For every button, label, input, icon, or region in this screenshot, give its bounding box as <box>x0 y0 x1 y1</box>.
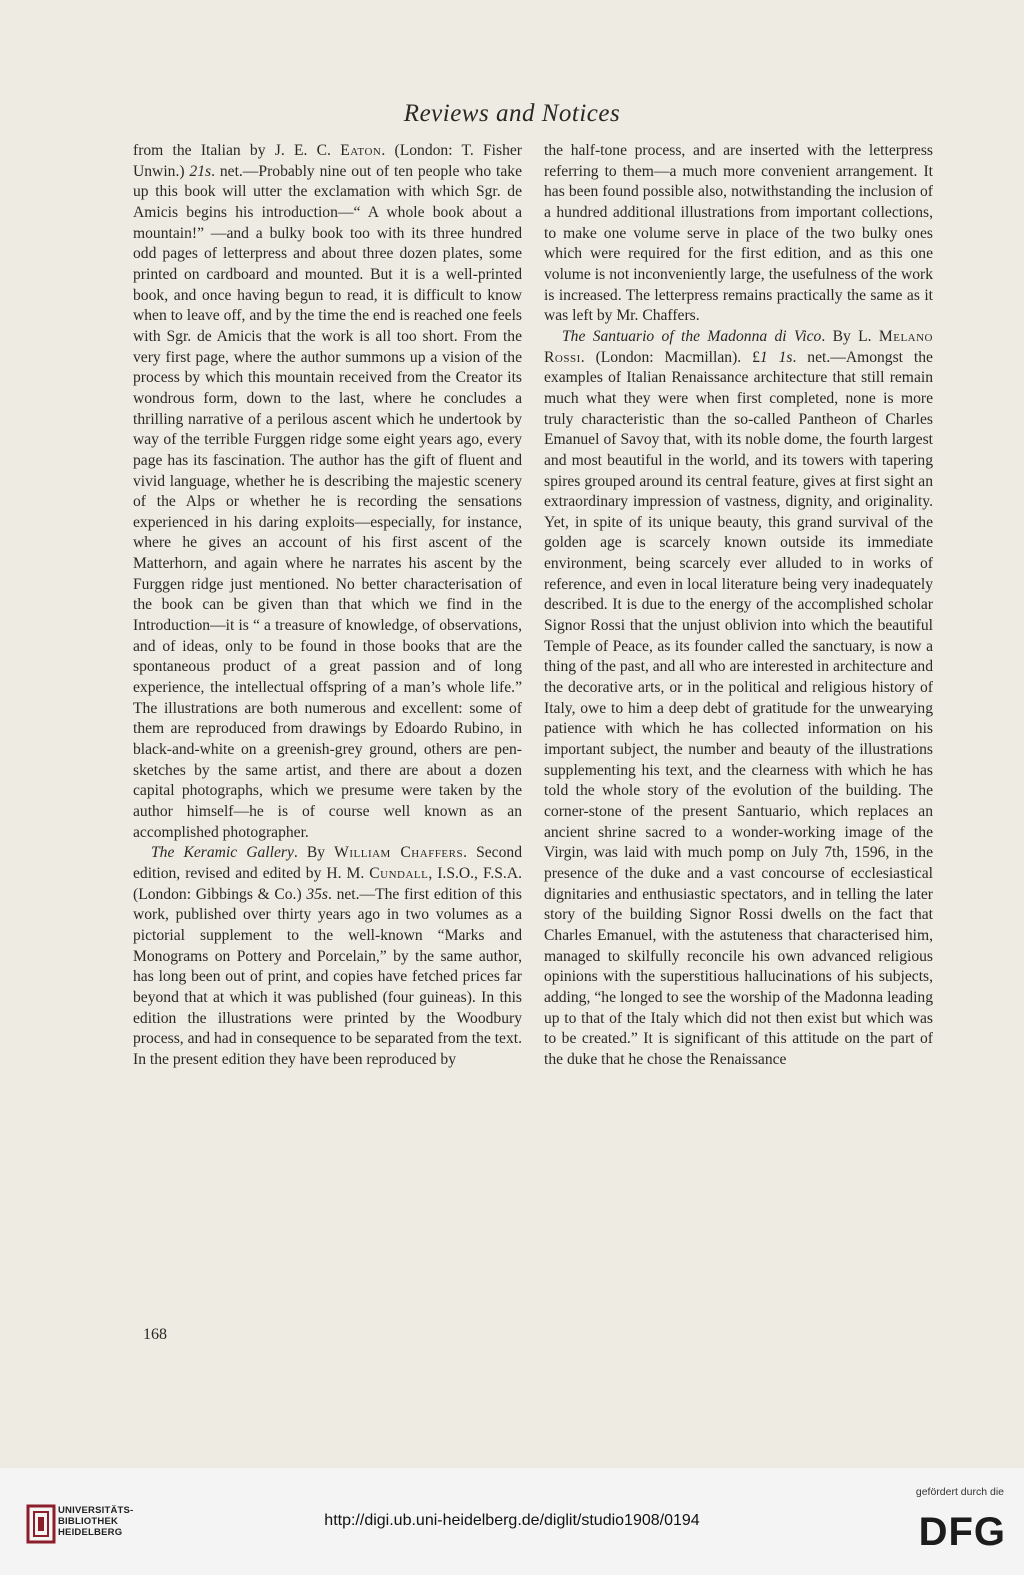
digitization-footer <box>0 1468 1024 1575</box>
dfg-logo: DFG <box>918 1510 1006 1554</box>
page-number: 168 <box>143 1326 167 1343</box>
author-name: Eaton <box>340 142 382 159</box>
author-name: Melano Rossi <box>544 327 933 366</box>
book-title: The Keramic Gallery <box>151 844 294 862</box>
running-header: Reviews and Notices <box>403 100 621 127</box>
review-keramic-continued-paragraph: the half-tone process, and are inserted with the letterpress referring to them—a much more convenient arrangement. It has been found possible also, notwithstanding the inclusion of a hundred additional illustrations from important collections, to make one volume serve in place of the two bulky ones which were required for the first edition, and as this one volume is not inconveniently large, the usefulness of the work is increased. The letterpress remains practically the same as it was left by Mr. Chaffers. <box>544 142 933 325</box>
author-name: William Chaffers <box>334 844 464 862</box>
review-eaton-paragraph: from the Italian by J. E. C. Eaton. (London: T. Fisher Unwin.) 21s. net.—Probably nine out of ten people who take up this book will utter the exclamation with which Sgr. de Amicis begins his introduction—“ A whole book about a mountain!” —and a bulky book too with its three hundred odd pages of letterpress and about three dozen plates, some printed on cardboard and mounted. But it is a well-printed book, and once having begun to read, it is difficult to know when to leave off, and by the time the end is reached one feels with Sgr. de Amicis that the work is all too short. From the very first page, where the author summons up a vision of the process by which this mountain received from the Creator its wondrous form, down to the last, where he concludes a thrilling narrative of a perilous ascent which he undertook by way of the terrible Furggen ridge some eight years ago, every page has its fascination. The author has the gift of fluent and vivid language, whether he is describing the majestic scenery of the Alps or whether he is recording the sensations experienced in his daring exploits—especially, for instance, where he gives an account of his first ascent of the Matterhorn, and again where he narrates his ascent by the Furggen ridge just mentioned. No better characterisation of the book can be given than that which we find in the Introduction—it is “ a treasure of knowledge, of observations, and of ideas, only to be found in those books that are the spontaneous product of a great passion and of long experience, the intellectual offspring of a man’s whole life.” The illustrations are both numerous and excellent: some of them are reproduced from drawings by Edoardo Rubino, in black-and-white on a greenish-grey ground, others are pen-sketches by the same artist, and there are about a dozen capital photographs, which we presume were taken by the author himself—he is of course well known as an accomplished photographer. <box>133 142 522 841</box>
source-url-link[interactable]: http://digi.ub.uni-heidelberg.de/diglit/studio1908/0194 <box>324 1512 700 1529</box>
funding-note: gefördert durch die <box>915 1486 1004 1498</box>
editor-name: Cundall <box>369 864 429 882</box>
left-column <box>133 141 522 1071</box>
library-name: UNIVERSITÄTS- BIBLIOTHEK HEIDELBERG <box>58 1505 134 1538</box>
book-title: The Santuario of the Madonna di Vico <box>562 327 822 345</box>
review-keramic-gallery-paragraph: The Keramic Gallery. By William Chaffers. Second edition, revised and edited by H. M. Cundall, I.S.O., F.S.A. (London: Gibbings & Co.) 35s. net.—The first edition of this work, published over thirty years ago in two volumes as a pictorial supplement to the well-known “Marks and Monograms on Pottery and Porcelain,” by the same author, has long been out of print, and copies have fetched prices far beyond that at which it was published (four guineas). In this edition the illustrations were printed by the Woodbury process, and had in consequence to be separated from the text. In the present edition they have been reproduced by <box>133 844 522 1068</box>
right-column <box>544 141 933 1071</box>
review-santuario-paragraph: The Santuario of the Madonna di Vico. By L. Melano Rossi. (London: Macmillan). £1 1s. net.—Amongst the examples of Italian Renaissance architecture that still remain much what they were when first completed, none is more truly characteristic than the so-called Pantheon of Charles Emanuel of Savoy that, with its noble dome, the fourth largest and most beautiful in the world, and its towers with tapering spires grouped around its central feature, gives at first sight an extraordinary impression of vastness, dignity, and originality. Yet, in spite of its unique beauty, this grand survival of the golden age is scarcely known outside its immediate environment, being scarcely ever alluded to in works of reference, and even in local literature being very inadequately described. It is due to the energy of the accomplished scholar Signor Rossi that the unjust oblivion into which the beautiful Temple of Peace, as its founder called the sanctuary, is now a thing of the past, and all who are interested in architecture and the decorative arts, or in the political and religious history of Italy, owe to him a deep debt of gratitude for the unwearying patience with which he has collected information on his important subject, the number and beauty of the illustrations supplementing his text, and the clearness with which he has told the whole story of the evolution of the building. The corner-stone of the present Santuario, which replaces an ancient shrine sacred to a wonder-working image of the Virgin, was laid with much pomp on July 7th, 1596, in the presence of the duke and a vast concourse of ecclesiastical dignitaries and enthusiastic spectators, and in telling the later story of the building Signor Rossi dwells on the fact that Charles Emanuel, with the astuteness that characterised him, managed to skilfully reconcile his own advanced religious opinions with the superstitious hallucinations of his subjects, adding, “he longed to see the worship of the Madonna leading up to that of the Italy which did not then exist but which was to be created.” It is significant of this attitude on the part of the duke that he chose the Renaissance <box>544 327 933 1068</box>
